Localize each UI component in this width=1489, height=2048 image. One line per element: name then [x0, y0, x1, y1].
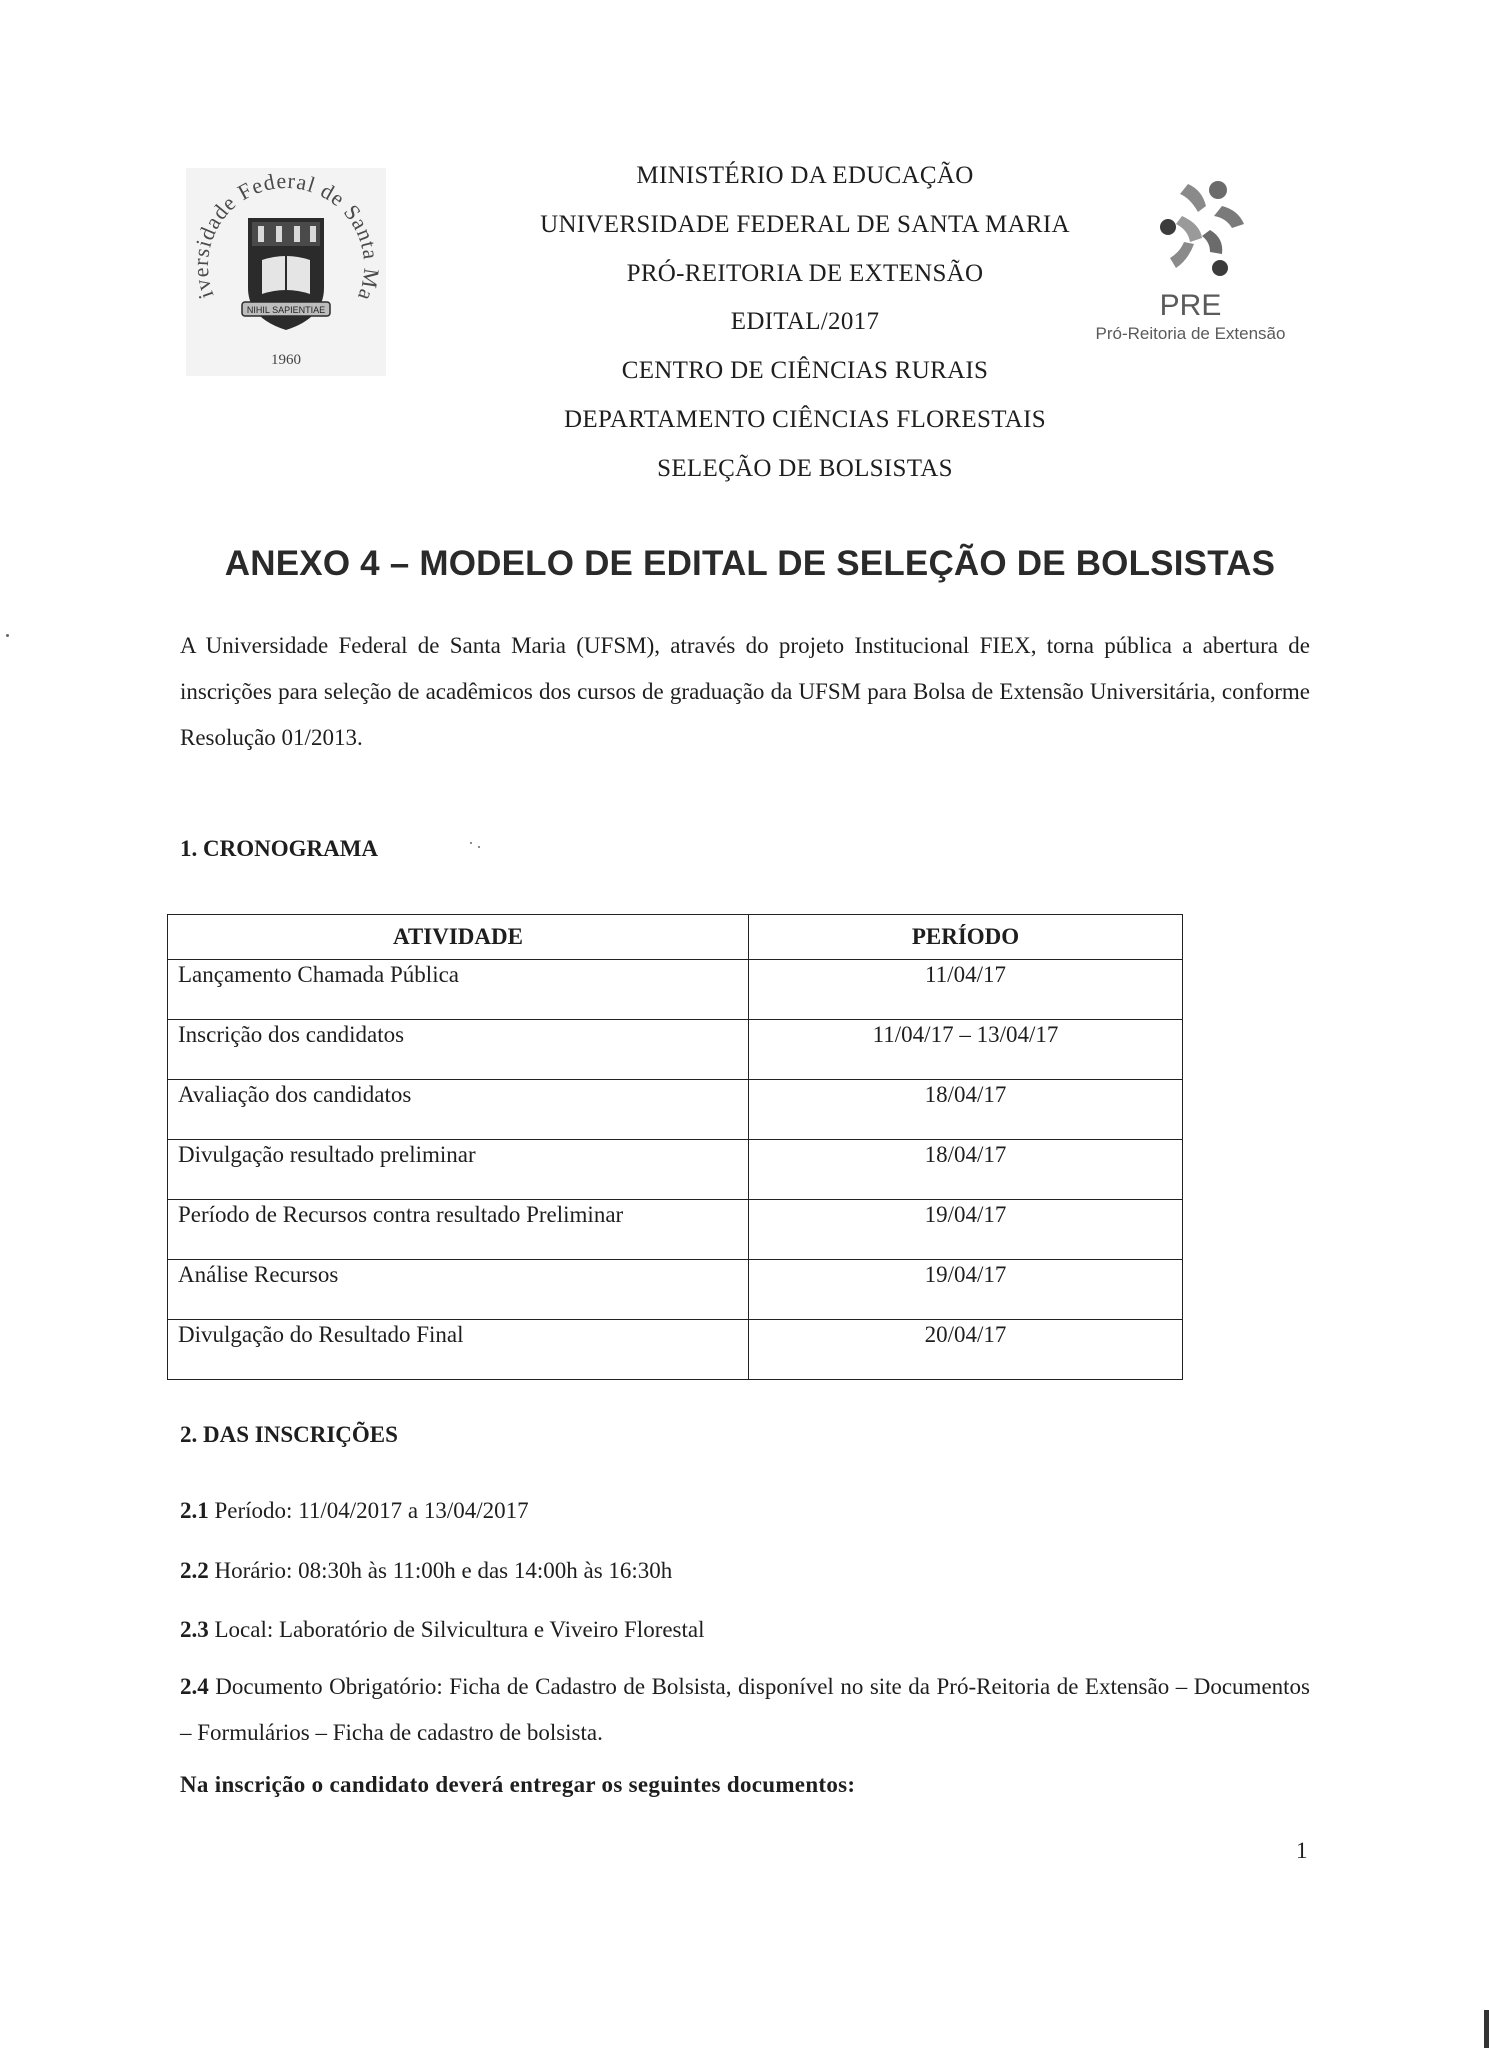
column-header-period: PERÍODO — [749, 915, 1183, 960]
item-number: 2.3 — [180, 1617, 209, 1642]
table-row — [168, 1020, 1183, 1080]
document-title: ANEXO 4 – MODELO DE EDITAL DE SELEÇÃO DE BOLSISTAS — [224, 544, 1276, 583]
period-cell: 19/04/17 — [749, 1260, 1183, 1320]
header-center: CENTRO DE CIÊNCIAS RURAIS — [621, 357, 989, 385]
activity-cell: Divulgação resultado preliminar — [168, 1140, 749, 1200]
table-header-row — [168, 915, 1183, 960]
period-cell: 18/04/17 — [749, 1080, 1183, 1140]
table-row — [168, 1200, 1183, 1260]
table-row — [168, 1260, 1183, 1320]
seal-motto: NIHIL SAPIENTIAE — [246, 305, 326, 315]
item-number: 2.4 — [180, 1674, 209, 1699]
header-edital: EDITAL/2017 — [730, 308, 880, 336]
pre-subtitle: Pró-Reitoria de Extensão — [1095, 324, 1286, 343]
university-seal-icon — [186, 168, 386, 376]
item-text: Documento Obrigatório: Ficha de Cadastro de Bolsista, disponível no site da Pró-Reitoria de Extensão – Documentos – Formulários – Ficha de cadastro de bolsista. — [180, 1674, 1310, 1745]
pre-logo — [1078, 172, 1303, 362]
scan-speck — [470, 842, 472, 844]
pre-acronym: PRE — [1159, 289, 1222, 322]
item-text: Horário: 08:30h às 11:00h e das 14:00h às 16:30h — [214, 1558, 673, 1583]
pre-people-icon — [1078, 172, 1303, 287]
seal-year: 1960 — [271, 352, 301, 368]
table-row — [168, 1320, 1183, 1380]
inscription-item — [180, 1548, 1310, 1594]
schedule-table — [167, 914, 1183, 1380]
table-row — [168, 1140, 1183, 1200]
activity-cell: Lançamento Chamada Pública — [168, 960, 749, 1020]
item-number: 2.1 — [180, 1498, 209, 1523]
intro-paragraph: A Universidade Federal de Santa Maria (UFSM), através do projeto Institucional FIEX, torna pública a abertura de inscrições para seleção de acadêmicos dos cursos de graduação da UFSM para Bolsa de Extensão Universitária, conforme Resolução 01/2013. — [180, 633, 1310, 750]
activity-cell: Avaliação dos candidatos — [168, 1080, 749, 1140]
period-cell: 18/04/17 — [749, 1140, 1183, 1200]
period-cell: 11/04/17 – 13/04/17 — [749, 1020, 1183, 1080]
activity-cell: Divulgação do Resultado Final — [168, 1320, 749, 1380]
documents-required-note: Na inscrição o candidato deverá entregar os seguintes documentos: — [180, 1772, 856, 1797]
section-1-heading: 1. CRONOGRAMA — [180, 836, 379, 861]
inscription-item — [180, 1488, 1310, 1534]
page-number: 1 — [1296, 1838, 1308, 1863]
header-ministry: MINISTÉRIO DA EDUCAÇÃO — [636, 162, 974, 189]
table-row — [168, 1080, 1183, 1140]
scan-speck — [478, 846, 480, 848]
inscription-item — [180, 1664, 1310, 1756]
scan-edge-mark — [1484, 2010, 1489, 2048]
item-text: Período: 11/04/2017 a 13/04/2017 — [214, 1498, 529, 1523]
activity-cell: Inscrição dos candidatos — [168, 1020, 749, 1080]
header-pro-rectory: PRÓ-REITORIA DE EXTENSÃO — [626, 259, 984, 287]
ufsm-logo — [186, 168, 386, 376]
seal-ring-text: iversidade Federal de Santa Ma — [187, 168, 385, 305]
activity-cell: Período de Recursos contra resultado Preliminar — [168, 1200, 749, 1260]
item-text: Local: Laboratório de Silvicultura e Viveiro Florestal — [214, 1617, 705, 1642]
period-cell: 20/04/17 — [749, 1320, 1183, 1380]
period-cell: 19/04/17 — [749, 1200, 1183, 1260]
activity-cell: Análise Recursos — [168, 1260, 749, 1320]
section-2-heading: 2. DAS INSCRIÇÕES — [180, 1422, 398, 1447]
inscription-item — [180, 1607, 1310, 1653]
header-selection: SELEÇÃO DE BOLSISTAS — [657, 454, 953, 482]
period-cell: 11/04/17 — [749, 960, 1183, 1020]
item-number: 2.2 — [180, 1558, 209, 1583]
table-row — [168, 960, 1183, 1020]
header-department: DEPARTAMENTO CIÊNCIAS FLORESTAIS — [564, 405, 1046, 433]
column-header-activity: ATIVIDADE — [168, 915, 749, 960]
scan-speck — [6, 634, 9, 637]
header-university: UNIVERSIDADE FEDERAL DE SANTA MARIA — [540, 210, 1070, 238]
